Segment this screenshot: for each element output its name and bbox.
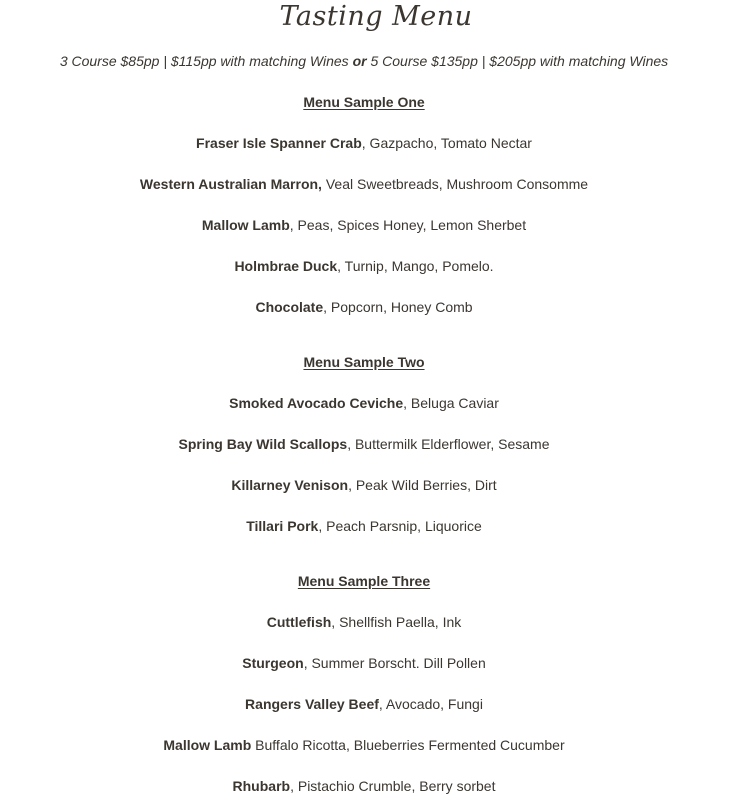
menu-item [0,394,728,412]
menu-item [0,298,728,316]
menu-item [0,517,728,535]
dish-description: , Shellfish Paella, Ink [331,614,462,630]
page-title: Tasting Menu [279,1,473,32]
menu-item [0,175,728,193]
dish-name: Holmbrae Duck [234,258,338,274]
dish-description: , Summer Borscht. Dill Pollen [303,655,486,671]
section-heading-three: Menu Sample Three [297,573,431,589]
dish-name: Western Australian Marron, [139,176,322,192]
dish-description: , Peach Parsnip, Liquorice [318,518,482,534]
dish-name: Mallow Lamb [163,737,252,753]
menu-item [0,476,728,494]
menu-item [0,654,728,672]
dish-description: Buffalo Ricotta, Blueberries Fermented Cucumber [251,737,565,753]
dish-name: Mallow Lamb [201,217,290,233]
dish-name: Rhubarb [232,778,291,794]
pricing-five-course: 5 Course $135pp | $205pp with matching Wines [366,53,669,69]
dish-name: Fraser Isle Spanner Crab [196,135,362,151]
dish-description: , Popcorn, Honey Comb [323,299,473,315]
pricing-three-course: 3 Course $85pp | $115pp with matching Wines [59,53,353,69]
pricing-line [0,52,728,70]
menu-item [0,216,728,234]
menu-item [0,736,728,754]
dish-description: , Peas, Spices Honey, Lemon Sherbet [289,217,527,233]
dish-name: Tillari Pork [246,518,319,534]
dish-description: , Avocado, Fungi [378,696,483,712]
menu-item [0,695,728,713]
dish-description: Veal Sweetbreads, Mushroom Consomme [321,176,589,192]
dish-name: Killarney Venison [231,477,349,493]
menu-item [0,777,728,795]
dish-description: , Buttermilk Elderflower, Sesame [347,436,550,452]
dish-name: Chocolate [255,299,324,315]
dish-description: , Turnip, Mango, Pomelo. [337,258,494,274]
dish-description: , Beluga Caviar [403,395,499,411]
section-heading-two: Menu Sample Two [303,354,425,370]
menu-item [0,613,728,631]
menu-item [0,134,728,152]
dish-description: , Peak Wild Berries, Dirt [348,477,497,493]
dish-name: Sturgeon [242,655,304,671]
dish-name: Cuttlefish [266,614,332,630]
menu-item [0,435,728,453]
dish-name: Spring Bay Wild Scallops [178,436,348,452]
section-heading-one: Menu Sample One [303,94,425,110]
menu-item [0,257,728,275]
dish-description: , Pistachio Crumble, Berry sorbet [290,778,496,794]
dish-name: Rangers Valley Beef [245,696,379,712]
pricing-or: or [352,53,367,69]
dish-name: Smoked Avocado Ceviche [229,395,404,411]
dish-description: , Gazpacho, Tomato Nectar [361,135,532,151]
